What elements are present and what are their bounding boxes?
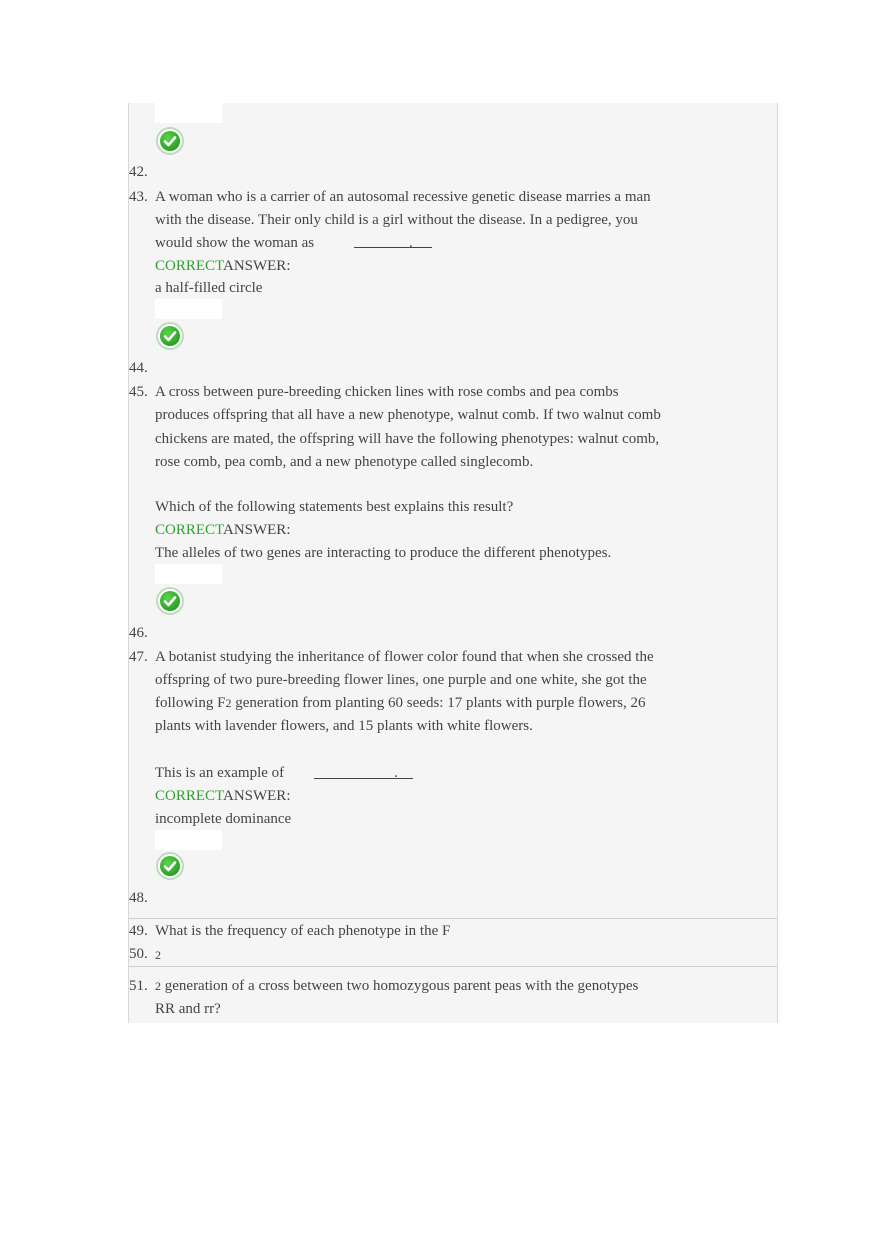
question-line xyxy=(155,692,646,714)
check-circle-icon xyxy=(156,322,184,350)
fill-in-blank xyxy=(314,778,413,779)
question-line: A woman who is a carrier of an autosomal recessive genetic disease marries a man xyxy=(155,189,651,205)
question-line: What is the frequency of each phenotype in the F xyxy=(155,923,451,939)
answer-word: ANSWER: xyxy=(222,522,291,538)
item-number: 50. xyxy=(129,946,148,962)
correct-word: CORRECT xyxy=(155,788,223,804)
item-number: 47. xyxy=(129,649,148,665)
correct-answer-label xyxy=(155,785,290,807)
answer-text: a half-filled circle xyxy=(155,280,263,296)
answer-box xyxy=(155,564,222,584)
row-divider xyxy=(128,918,778,919)
check-circle-icon xyxy=(156,127,184,155)
correct-word: CORRECT xyxy=(155,522,223,538)
check-circle-icon xyxy=(156,587,184,615)
row-divider xyxy=(128,966,778,967)
question-line: plants with lavender flowers, and 15 plants with white flowers. xyxy=(155,718,533,734)
answer-box xyxy=(155,299,222,319)
item-number: 49. xyxy=(129,923,148,939)
item-number: 42. xyxy=(129,164,148,180)
question-line: RR and rr? xyxy=(155,1001,221,1017)
line-text: generation of a cross between two homozygous parent peas with the genotypes xyxy=(161,978,639,994)
line-text: generation from planting 60 seeds: 17 plants with purple flowers, 26 xyxy=(231,695,646,711)
correct-word: CORRECT xyxy=(155,258,223,274)
question-line: offspring of two pure-breeding flower lines, one purple and one white, she got the xyxy=(155,672,647,688)
item-number: 48. xyxy=(129,890,148,906)
question-line: would show the woman as xyxy=(155,235,315,251)
question-prompt: This is an example of xyxy=(155,765,285,781)
line-text: following F xyxy=(155,695,226,711)
subscript: 2 xyxy=(155,979,161,993)
question-line xyxy=(155,975,638,997)
correct-answer-label xyxy=(155,519,290,541)
check-circle-icon xyxy=(156,852,184,880)
answer-text: incomplete dominance xyxy=(155,811,292,827)
answer-word: ANSWER: xyxy=(222,258,291,274)
correct-answer-label xyxy=(155,255,290,277)
subscript: 2 xyxy=(225,696,232,710)
answer-word: ANSWER: xyxy=(222,788,291,804)
blank-period: . xyxy=(394,765,398,781)
question-line: rose comb, pea comb, and a new phenotype called singlecomb. xyxy=(155,454,534,470)
subscript-line: 2 xyxy=(155,948,161,962)
question-line: produces offspring that all have a new phenotype, walnut comb. If two walnut comb xyxy=(155,407,661,423)
question-prompt: Which of the following statements best explains this result? xyxy=(155,499,514,515)
question-line: with the disease. Their only child is a girl without the disease. In a pedigree, you xyxy=(155,212,638,228)
item-number: 51. xyxy=(129,978,148,994)
answer-box xyxy=(155,103,222,123)
fill-in-blank xyxy=(354,247,432,248)
item-number: 46. xyxy=(129,625,148,641)
question-line: A botanist studying the inheritance of flower color found that when she crossed the xyxy=(155,649,654,665)
item-number: 44. xyxy=(129,360,148,376)
answer-box xyxy=(155,830,222,850)
blank-period: . xyxy=(409,235,413,251)
question-line: chickens are mated, the offspring will have the following phenotypes: walnut comb, xyxy=(155,431,660,447)
item-number: 45. xyxy=(129,384,148,400)
question-line: A cross between pure-breeding chicken lines with rose combs and pea combs xyxy=(155,384,619,400)
answer-text: The alleles of two genes are interacting to produce the different phenotypes. xyxy=(155,545,612,561)
item-number: 43. xyxy=(129,189,148,205)
